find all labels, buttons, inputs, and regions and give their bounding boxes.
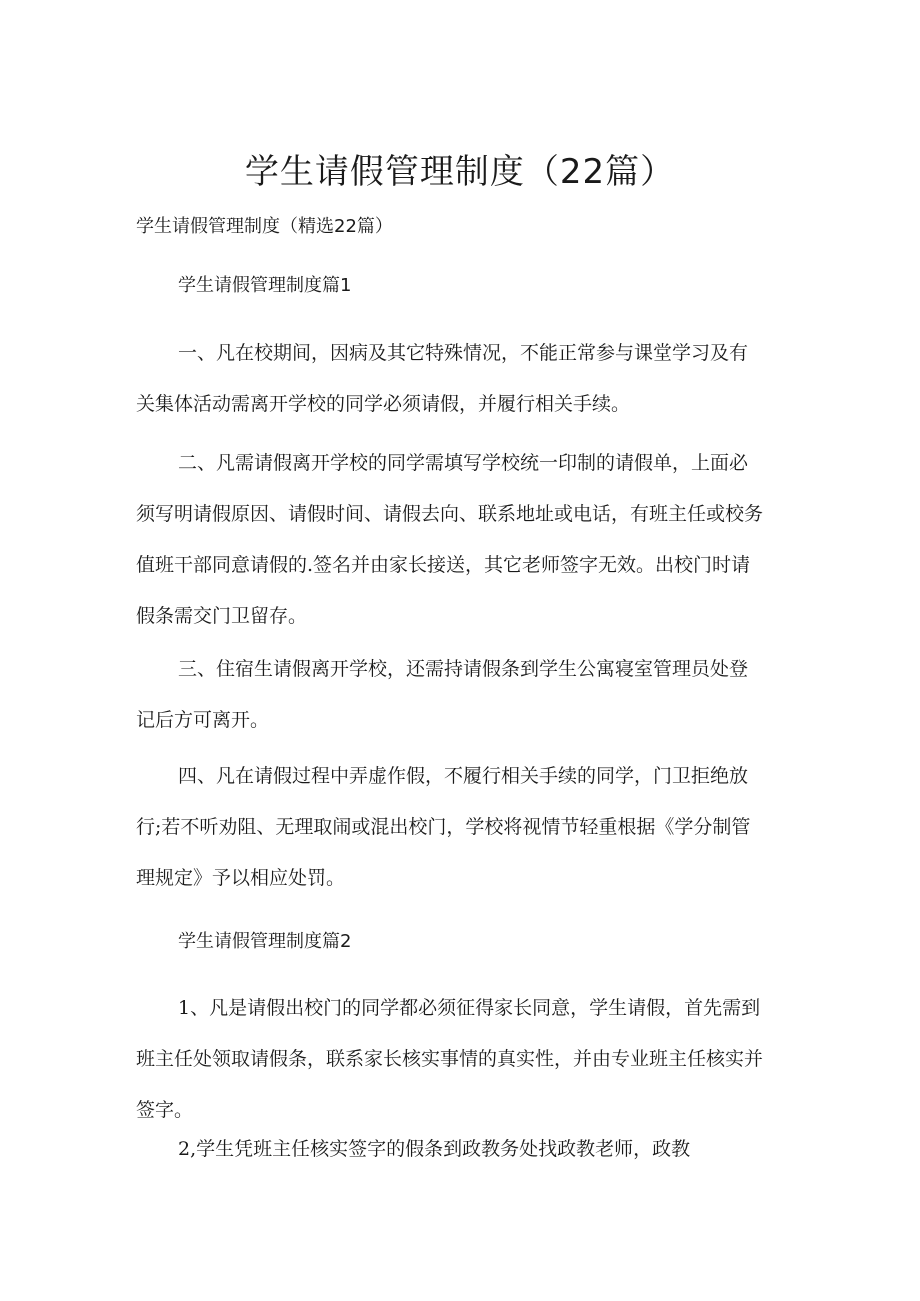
paragraph-line: 三、住宿生请假离开学校，还需持请假条到学生公寓寝室管理员处登 [178,658,749,680]
paragraph-line: 1、凡是请假出校门的同学都必须征得家长同意，学生请假，首先需到 [178,997,761,1019]
paragraph-line: 记后方可离开。 [136,709,270,731]
section-heading-2: 学生请假管理制度篇2 [178,931,352,952]
paragraph-line: 关集体活动需离开学校的同学必须请假，并履行相关手续。 [136,393,631,415]
paragraph-line: 值班干部同意请假的.签名并由家长接送，其它老师签字无效。出校门时请 [136,554,751,576]
paragraph-line: 二、凡需请假离开学校的同学需填写学校统一印制的请假单，上面必 [178,452,749,474]
paragraph-line: 假条需交门卫留存。 [136,605,308,627]
paragraph-line: 四、凡在请假过程中弄虚作假，不履行相关手续的同学，门卫拒绝放 [178,765,749,787]
paragraph-line: 行;若不听劝阻、无理取闹或混出校门，学校将视情节轻重根据《学分制管 [136,816,751,838]
section-heading-1: 学生请假管理制度篇1 [178,275,352,296]
paragraph-line: 班主任处领取请假条，联系家长核实事情的真实性，并由专业班主任核实并 [136,1048,764,1070]
paragraph-line: 须写明请假原因、请假时间、请假去向、联系地址或电话，有班主任或校务 [136,503,764,525]
paragraph-1-3 [136,644,796,746]
paragraph-line: 签字。 [136,1099,194,1121]
paragraph-1-2 [136,438,796,642]
document-subtitle: 学生请假管理制度（精选22篇） [136,216,393,237]
paragraph-line: 一、凡在校期间，因病及其它特殊情况，不能正常参与课堂学习及有 [178,342,749,364]
paragraph-2-1 [136,983,796,1136]
paragraph-line: 2,学生凭班主任核实签字的假条到政教务处找政教老师，政教 [178,1138,691,1160]
document-title: 学生请假管理制度（22篇） [244,152,676,192]
paragraph-1-4 [136,751,796,904]
paragraph-line: 理规定》予以相应处罚。 [136,867,346,889]
paragraph-2-2 [136,1124,796,1175]
paragraph-1-1 [136,328,796,430]
